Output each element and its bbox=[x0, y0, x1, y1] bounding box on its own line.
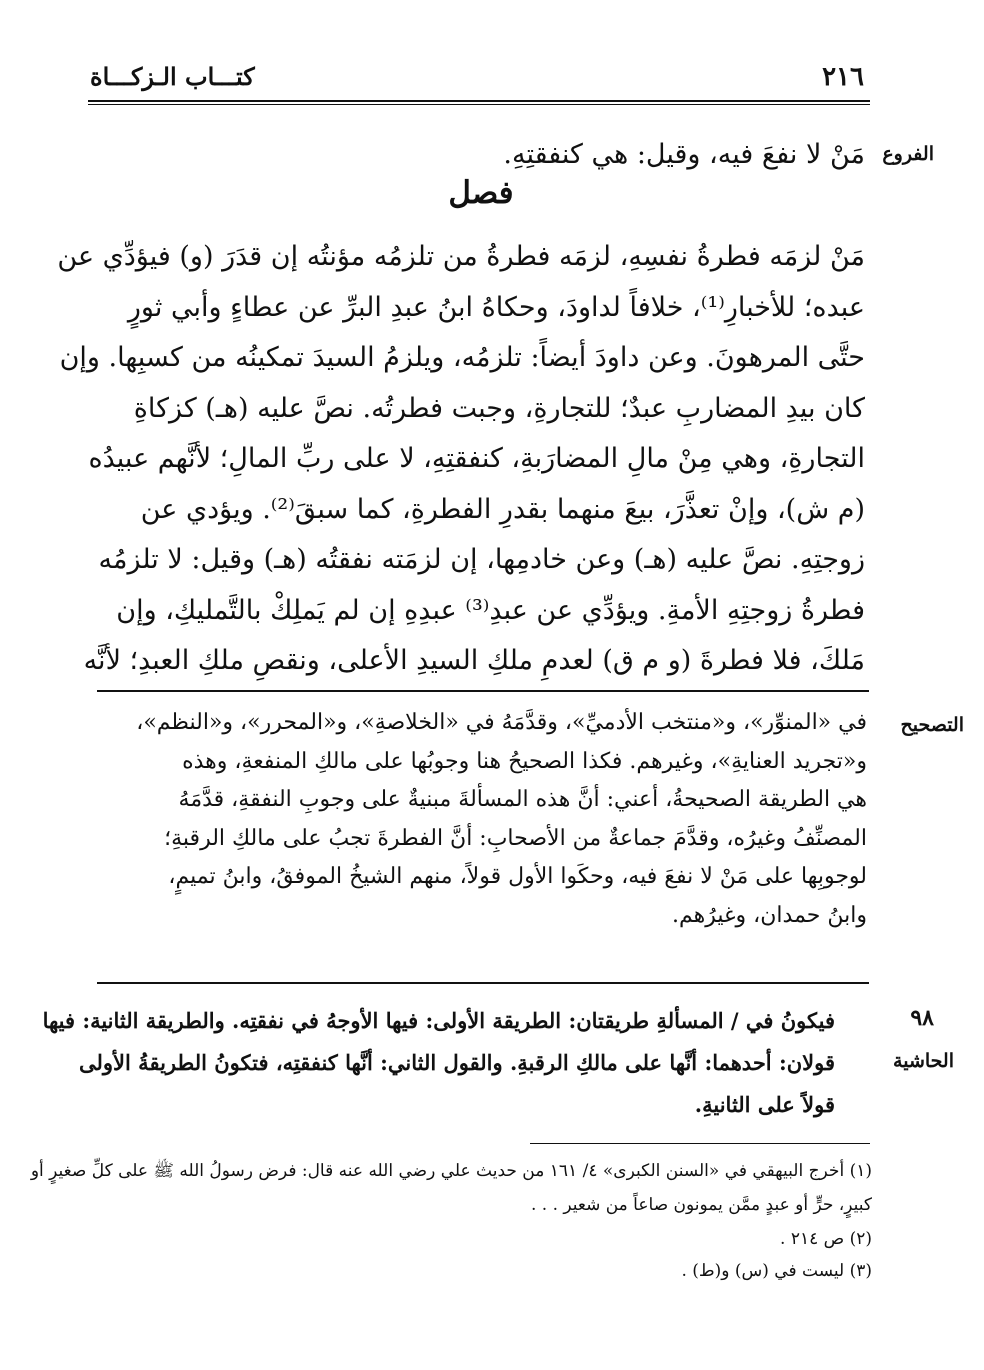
main-text-line: مَلكَ، فلا فطرةَ (و م ق) لعدمِ ملكِ السيدِ الأعلى، ونقصِ ملكِ العبدِ؛ لأنَّه bbox=[83, 645, 865, 676]
footnote-3: (٣) ليست في (س) و(ط) . bbox=[681, 1261, 872, 1281]
section-divider bbox=[97, 690, 869, 692]
section-divider bbox=[97, 982, 869, 984]
footnote-2: (٢) ص ٢١٤ . bbox=[780, 1229, 872, 1249]
hashiya-number: ٩٨ bbox=[910, 1005, 934, 1031]
section-heading: فصل bbox=[448, 175, 514, 211]
intro-line bbox=[97, 130, 865, 181]
hashiya-line: قولان: أحدهما: أنَّها على مالكِ الرقبةِ. والقول الثاني: أنَّها كنفقتِه، فتكونُ الطريقةُ الأولى bbox=[79, 1050, 835, 1075]
hashiya-line: فيكونُ في / المسألةِ طريقتان: الطريقة الأولى: فيها الأوجهُ في نفقتِه. والطريقة الثانية: فيها bbox=[42, 1008, 835, 1033]
main-text-line: التجارةِ، وهي مِنْ مالِ المضارَبةِ، كنفقتِهِ، لا على ربِّ المالِ؛ لأنَّهم عبيدُه bbox=[88, 443, 865, 474]
main-text-line: مَنْ لزمَه فطرةُ نفسِهِ، لزمَه فطرةُ من تلزمُه مؤنتُه إن قدَرَ (و) فيؤدِّي عن bbox=[57, 241, 865, 272]
main-text-line: مَنْ لا نفعَ فيه، وقيل: هي كنفقتِهِ. bbox=[503, 139, 865, 170]
main-text bbox=[57, 232, 865, 687]
tashih-line: و«تجريد العنايةِ»، وغيرهم. فكذا الصحيحُ هنا وجوبُها على مالكِ المنفعةِ، وهذه bbox=[182, 748, 867, 774]
footnote-rule bbox=[530, 1143, 870, 1144]
tashih-line: في «المنوِّر»، و«منتخب الأدميِّ»، وقدَّمَهُ في «الخلاصةِ»، و«المحرر»، و«النظم»، bbox=[136, 710, 867, 735]
main-text-line: فطرةُ زوجتِهِ الأمةِ. ويؤدِّي عن عبدِ⁽³⁾ عبدِهِ إن لم يَملِكْ بالتَّمليكِ، وإن bbox=[116, 594, 865, 626]
header-rule bbox=[88, 100, 870, 102]
main-text-line: عبده؛ للأخبارِ⁽¹⁾، خلافاً لداودَ، وحكاهُ ابنُ عبدِ البرِّ عن عطاءٍ وأبي ثورٍ bbox=[127, 291, 865, 323]
main-text-line: كان بيدِ المضاربِ عبدٌ؛ للتجارةِ، وجبت فطرتُه. نصَّ عليه (هـ) كزكاةِ bbox=[133, 392, 865, 424]
hashiya-text bbox=[42, 1000, 835, 1126]
header-rule-thin bbox=[88, 104, 870, 105]
tashih-line: هي الطريقة الصحيحةُ، أعني: أنَّ هذه المسألةَ مبنيةٌ على وجوبِ النفقةِ، قدَّمَهُ bbox=[178, 787, 867, 812]
page-number: ٢١٦ bbox=[822, 62, 864, 92]
tashih-line: لوجوبِها على مَنْ لا نفعَ فيه، وحكَوا الأول قولاً، منهم الشيخُ الموفقُ، وابنُ تميمٍ، bbox=[168, 864, 867, 889]
footnote-1: (١) أخرج البيهقي في «السنن الكبرى» ٤/ ١٦١ من حديث علي رضي الله عنه قال: فرض رسولُ الله ﷺ على كلِّ صغيرٍ أو bbox=[30, 1161, 872, 1181]
hashiya-line: قولاً على الثانيةِ. bbox=[694, 1092, 835, 1117]
tashih-line: المصنِّفُ وغيرُه، وقدَّمَ جماعةٌ من الأصحابِ: أنَّ الفطرةَ تجبُ على مالكِ الرقبةِ؛ bbox=[164, 825, 867, 851]
tashih-line: وابنُ حمدان، وغيرُهم. bbox=[672, 902, 867, 928]
main-text-line: حتَّى المرهونَ. وعن داودَ أيضاً: تلزمُه، ويلزمُ السيدَ تمكينُه من كسبِها. وإن bbox=[59, 342, 865, 373]
margin-label-tashih: التصحيح bbox=[900, 714, 964, 736]
main-text-line: زوجتِهِ. نصَّ عليه (هـ) وعن خادمِها، إن لزمَته نفقتُه (هـ) وقيل: لا تلزمُه bbox=[98, 544, 865, 575]
running-title: كتـــاب الـزكـــاة bbox=[90, 62, 255, 91]
margin-label-hashiya: الحاشية bbox=[893, 1050, 954, 1072]
footnote-1-continued: كبيرٍ، حرٍّ أو عبدٍ ممَّن يمونون صاعاً من شعير . . . bbox=[530, 1195, 872, 1215]
margin-label-furu: الفروع bbox=[882, 143, 934, 165]
main-text-line: (م ش)، وإنْ تعذَّرَ، بيعَ منهما بقدرِ الفطرةِ، كما سبقَ⁽²⁾. ويؤدي عن bbox=[140, 493, 865, 525]
tashih-text bbox=[97, 704, 867, 935]
